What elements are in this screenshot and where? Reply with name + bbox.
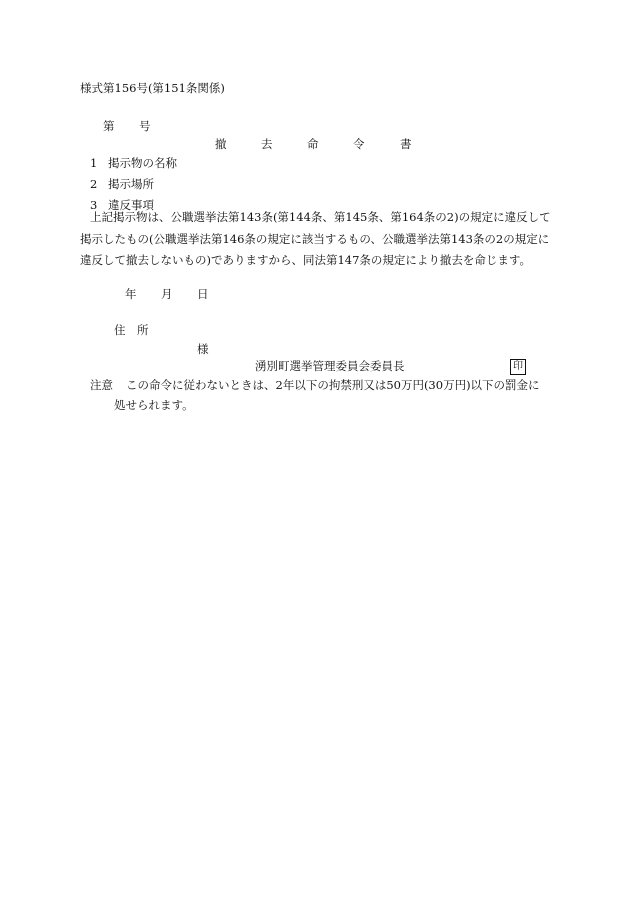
item-number: 3: [90, 198, 98, 212]
number-label-dai: 第: [103, 119, 115, 133]
date-month: 月: [161, 287, 173, 301]
date-day: 日: [197, 287, 209, 301]
address-label-1: 住: [114, 323, 126, 337]
body-line-3: 違反して撤去しないもの)でありますから、同法第147条の規定により撤去を命じます。: [80, 253, 532, 267]
title-char-4: 令: [353, 137, 365, 151]
issuer-title: 湧別町選挙管理委員会委員長: [255, 359, 405, 373]
item-label: 掲示場所: [108, 177, 154, 191]
body-line-2: 掲示したもの(公職選挙法第146条の規定に該当するもの、公職選挙法第143条の2の規定に: [80, 231, 550, 246]
item-number: 2: [90, 177, 98, 191]
item-label: 違反事項: [108, 198, 154, 212]
date-year: 年: [125, 287, 137, 301]
item-label: 掲示物の名称: [108, 156, 177, 170]
title-char-5: 書: [400, 137, 412, 151]
note-label: 注意: [90, 378, 113, 392]
order-body: [80, 207, 550, 272]
note-line-1: この命令に従わないときは、2年以下の拘禁刑又は50万円(30万円)以下の罰金に: [126, 378, 540, 392]
title-char-2: 去: [261, 137, 273, 151]
address-label-2: 所: [137, 323, 149, 337]
title-char-3: 命: [307, 137, 319, 151]
number-label-go: 号: [139, 119, 151, 133]
form-header: 様式第156号(第151条関係): [80, 81, 225, 95]
title-char-1: 撤: [215, 137, 227, 151]
note-line-2: 処せられます。: [114, 398, 194, 412]
body-line-1: 上記掲示物は、公職選挙法第143条(第144条、第145条、第164条の2)の規定に違反して: [90, 210, 551, 224]
honorific: 様: [197, 342, 209, 356]
seal-box: 印: [510, 359, 526, 375]
item-number: 1: [90, 156, 98, 170]
